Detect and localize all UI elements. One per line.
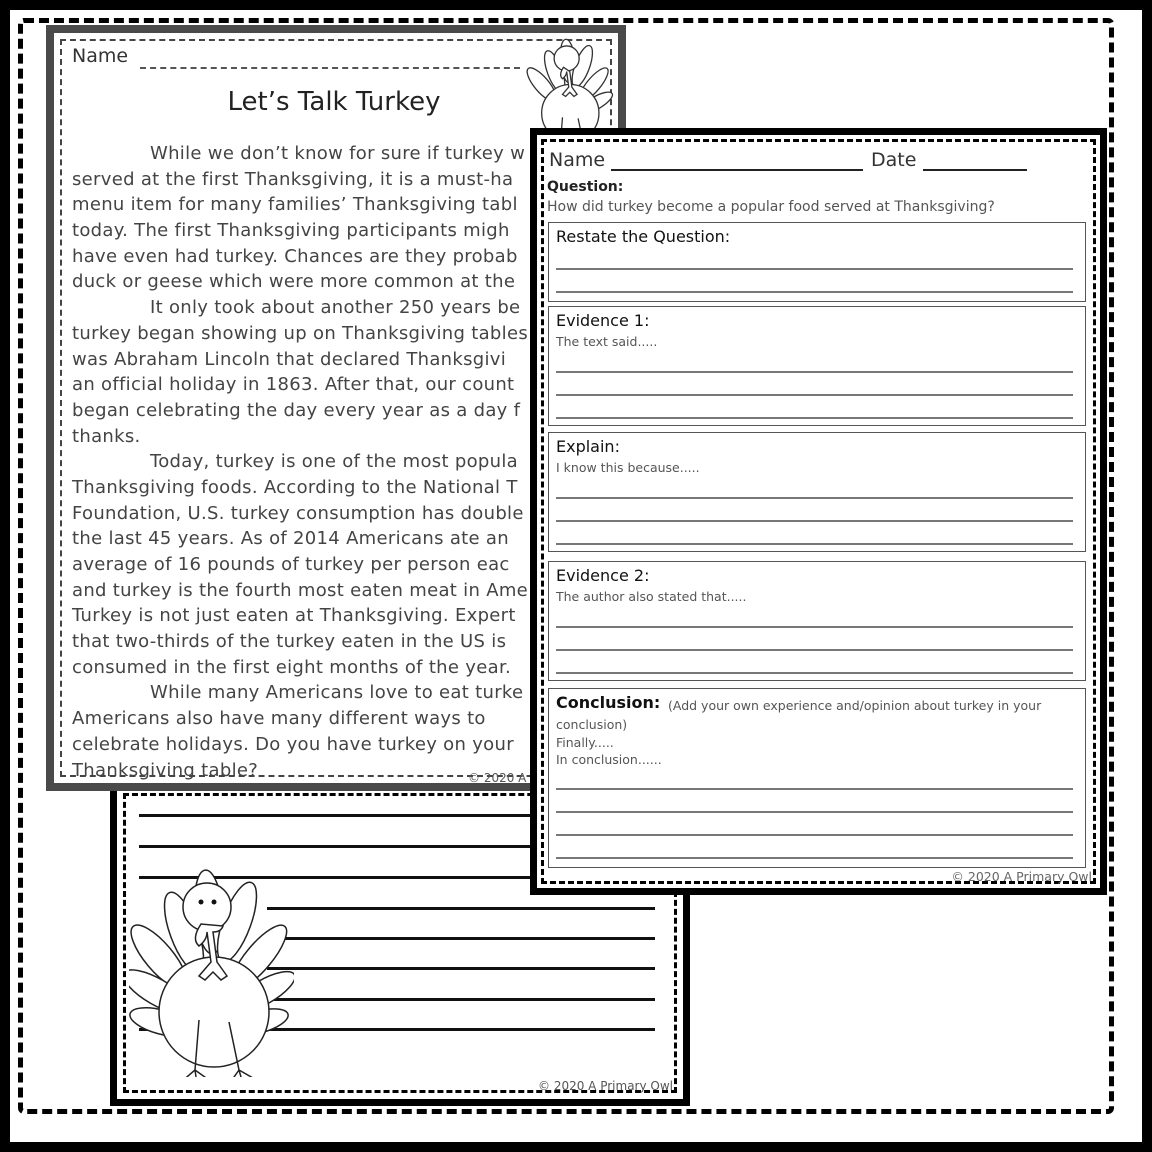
evidence-1-box: [548, 306, 1086, 426]
writing-line: [267, 937, 655, 940]
copyright-text: © 2020 A: [468, 771, 527, 785]
passage-line: Today, turkey is one of the most popula: [150, 451, 518, 473]
writing-line[interactable]: [556, 857, 1073, 859]
passage-line: Foundation, U.S. turkey consumption has double: [72, 502, 524, 524]
name-field-line[interactable]: [611, 169, 863, 171]
writing-line[interactable]: [556, 788, 1073, 790]
date-label: Date: [871, 149, 917, 171]
writing-line[interactable]: [556, 543, 1073, 545]
section-heading: Restate the Question:: [556, 227, 731, 246]
writing-line[interactable]: [556, 394, 1073, 396]
passage-line: began celebrating the day every year as a day f: [72, 399, 521, 421]
passage-line: today. The first Thanksgiving participants migh: [72, 220, 510, 242]
question-text: How did turkey become a popular food served at Thanksgiving?: [547, 199, 995, 215]
passage-line: While we don’t know for sure if turkey w: [150, 143, 526, 164]
copyright-text: © 2020 A Primary Owl: [951, 869, 1092, 884]
writing-line[interactable]: [556, 417, 1073, 419]
writing-line[interactable]: [556, 626, 1073, 628]
conclusion-note: (Add your own experience and/opinion about turkey in your: [668, 698, 1042, 713]
passage-line: Americans also have many different ways to: [72, 708, 486, 730]
writing-line: [267, 907, 655, 910]
section-heading: Evidence 2:: [556, 566, 650, 585]
passage-line: and turkey is the fourth most eaten meat in Ame: [72, 579, 529, 601]
writing-line[interactable]: [556, 497, 1073, 499]
passage-line: average of 16 pounds of turkey per person eac: [72, 554, 510, 575]
passage-line: celebrate holidays. Do you have turkey on your: [72, 733, 514, 755]
writing-line: [267, 967, 655, 970]
writing-line: [267, 998, 655, 1001]
graphic-organizer-page: [530, 128, 1107, 895]
passage-line: that two-thirds of the turkey eaten in the US is: [72, 631, 507, 653]
evidence-2-box: [548, 561, 1086, 681]
section-heading: Explain:: [556, 437, 620, 456]
writing-line: [139, 814, 539, 817]
passage-line: turkey began showing up on Thanksgiving tables: [72, 322, 529, 344]
passage-line: was Abraham Lincoln that declared Thanksgivi: [72, 348, 507, 370]
sentence-starter: I know this because.....: [556, 460, 700, 475]
writing-line[interactable]: [556, 520, 1073, 522]
section-heading: Conclusion:: [556, 693, 661, 712]
writing-line[interactable]: [556, 268, 1073, 270]
section-heading: Evidence 1:: [556, 311, 650, 330]
passage-line: served at the first Thanksgiving, it is a must-ha: [72, 168, 514, 190]
passage-line: Thanksgiving table?: [72, 759, 259, 781]
passage-line: While many Americans love to eat turke: [150, 682, 524, 704]
name-label: Name: [72, 45, 129, 67]
date-field-line[interactable]: [923, 169, 1027, 171]
copyright-text: © 2020 A Primary Owl: [538, 1079, 673, 1093]
name-label: Name: [549, 149, 606, 171]
passage-title: Let’s Talk Turkey: [227, 87, 441, 117]
writing-line[interactable]: [556, 291, 1073, 293]
writing-line[interactable]: [556, 672, 1073, 674]
passage-body: [72, 141, 542, 783]
sentence-starter: Finally.....: [556, 735, 614, 750]
conclusion-note-continued: conclusion): [556, 717, 628, 732]
sentence-starter: The author also stated that.....: [556, 589, 747, 604]
passage-line: have even had turkey. Chances are they probab: [72, 245, 518, 267]
passage-line: thanks.: [72, 425, 141, 447]
writing-line[interactable]: [556, 834, 1073, 836]
passage-line: the last 45 years. As of 2014 Americans ate an: [72, 528, 509, 550]
sentence-starter: The text said.....: [556, 334, 658, 349]
writing-line: [139, 845, 539, 848]
passage-line: Thanksgiving foods. According to the National T: [72, 476, 518, 498]
passage-line: duck or geese which were more common at the: [72, 271, 516, 293]
sentence-starter: In conclusion......: [556, 752, 662, 767]
writing-line[interactable]: [556, 649, 1073, 651]
turkey-icon: [129, 862, 294, 1077]
passage-line: an official holiday in 1863. After that, our count: [72, 374, 515, 396]
conclusion-box: [548, 688, 1086, 868]
question-label: Question:: [547, 179, 624, 195]
restate-question-box: [548, 222, 1086, 302]
passage-line: consumed in the first eight months of the year.: [72, 656, 512, 678]
writing-line[interactable]: [556, 371, 1073, 373]
passage-line: menu item for many families’ Thanksgiving tabl: [72, 194, 518, 216]
name-field-line[interactable]: [140, 67, 520, 69]
passage-line: It only took about another 250 years be: [150, 297, 521, 319]
explain-box: [548, 432, 1086, 552]
writing-line[interactable]: [556, 811, 1073, 813]
passage-line: Turkey is not just eaten at Thanksgiving. Expert: [72, 605, 516, 627]
